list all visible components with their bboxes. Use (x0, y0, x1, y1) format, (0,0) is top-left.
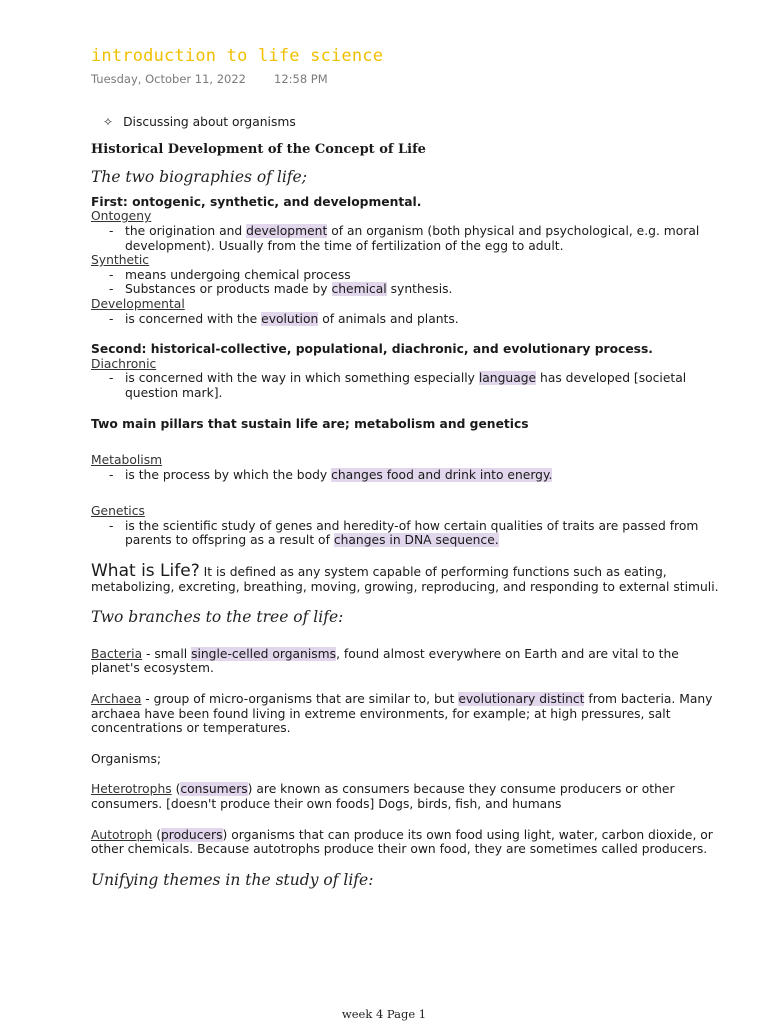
term-genetics: Genetics (91, 504, 145, 519)
first-label: First: ontogenic, synthetic, and developmental. (91, 194, 422, 209)
term-autotroph: Autotroph (91, 827, 153, 842)
term-metabolism: Metabolism (91, 453, 163, 468)
page-footer: week 4 Page 1 (341, 1007, 427, 1021)
page-timestamp (91, 72, 328, 86)
term-diachronic: Diachronic (91, 356, 157, 371)
second-label: Second: historical-collective, populational, diachronic, and evolutionary process. (91, 342, 653, 357)
autotroph-paragraph: Autotroph (producers) organisms that can produce its own food using light, water, carbon dioxide, or other chemicals. Because autotrophs produce their own food, they are sometimes called producers. (91, 827, 713, 857)
ontogeny-list (91, 224, 731, 253)
subheading-biographies: The two biographies of life; (91, 168, 307, 187)
highlight: chemical (331, 282, 387, 297)
list-item: - Substances or products made by chemical synthesis. (109, 282, 731, 297)
highlight: changes food and drink into energy. (331, 467, 553, 482)
list-item: - is the scientific study of genes and heredity-of how certain qualities of traits are passed from parents to offspring as a result of changes in DNA sequence. (109, 519, 731, 548)
term-bacteria: Bacteria (91, 646, 143, 661)
subheading-unifying: Unifying themes in the study of life: (91, 870, 374, 889)
subheading-branches: Two branches to the tree of life: (91, 608, 344, 627)
list-item: - the origination and development of an organism (both physical and psychological, e.g. moral development). Usually from the time of fertilization of the egg to adult. (109, 224, 731, 253)
section-heading: Historical Development of the Concept of Life (91, 141, 426, 157)
genetics-list (91, 519, 731, 548)
bacteria-paragraph: Bacteria - small single-celled organisms, found almost everywhere on Earth and are vital to the planet's ecosystem. (91, 646, 679, 676)
archaea-paragraph: Archaea - group of micro-organisms that are similar to, but evolutionary distinct from bacteria. Many archaea have been found living in extreme environments, for example; at high pressures, salt concentrations or temperatures. (91, 692, 713, 736)
page-time: 12:58 PM (274, 72, 328, 86)
organisms-label: Organisms; (91, 751, 162, 766)
what-is-life-paragraph: What is Life? It is defined as any system capable of performing functions such as eating, metabolizing, excreting, breathing, moving, growing, reproducing, and responding to external stimuli. (91, 561, 719, 594)
pillars-label: Two main pillars that sustain life are; metabolism and genetics (91, 416, 529, 431)
term-heterotrophs: Heterotrophs (91, 782, 172, 797)
list-item: - means undergoing chemical process (109, 268, 731, 283)
note-body[interactable] (91, 115, 731, 897)
four-point-star-icon: ✧ (103, 115, 114, 129)
developmental-list (91, 312, 731, 327)
term-developmental: Developmental (91, 296, 185, 311)
heterotrophs-paragraph: Heterotrophs (consumers) are known as consumers because they consume producers or other consumers. [doesn't produce their own foods] Dogs, birds, fish, and humans (91, 782, 675, 811)
list-item: - is the process by which the body changes food and drink into energy. (109, 468, 731, 483)
metabolism-list (91, 468, 731, 483)
term-ontogeny: Ontogeny (91, 209, 152, 224)
what-is-life-heading: What is Life? (91, 561, 200, 582)
diachronic-list (91, 371, 731, 400)
highlight: evolution (261, 311, 319, 326)
page-title[interactable]: introduction to life science (91, 46, 384, 66)
term-archaea: Archaea (91, 692, 142, 707)
list-item: - is concerned with the way in which something especially language has developed [societal question mark]. (109, 371, 731, 400)
highlight: producers (161, 827, 223, 842)
bullet-text: Discussing about organisms (123, 115, 296, 129)
highlight: evolutionary distinct (458, 692, 585, 707)
synthetic-list (91, 268, 731, 297)
list-item: - is concerned with the evolution of animals and plants. (109, 312, 731, 327)
term-synthetic: Synthetic (91, 253, 150, 268)
highlight: changes in DNA sequence. (333, 533, 499, 548)
page-date: Tuesday, October 11, 2022 (91, 72, 246, 86)
highlight: consumers (180, 782, 248, 797)
bullet-item (103, 115, 731, 130)
highlight: language (478, 371, 537, 386)
highlight: development (246, 223, 328, 238)
highlight: single-celled organisms (191, 646, 337, 661)
